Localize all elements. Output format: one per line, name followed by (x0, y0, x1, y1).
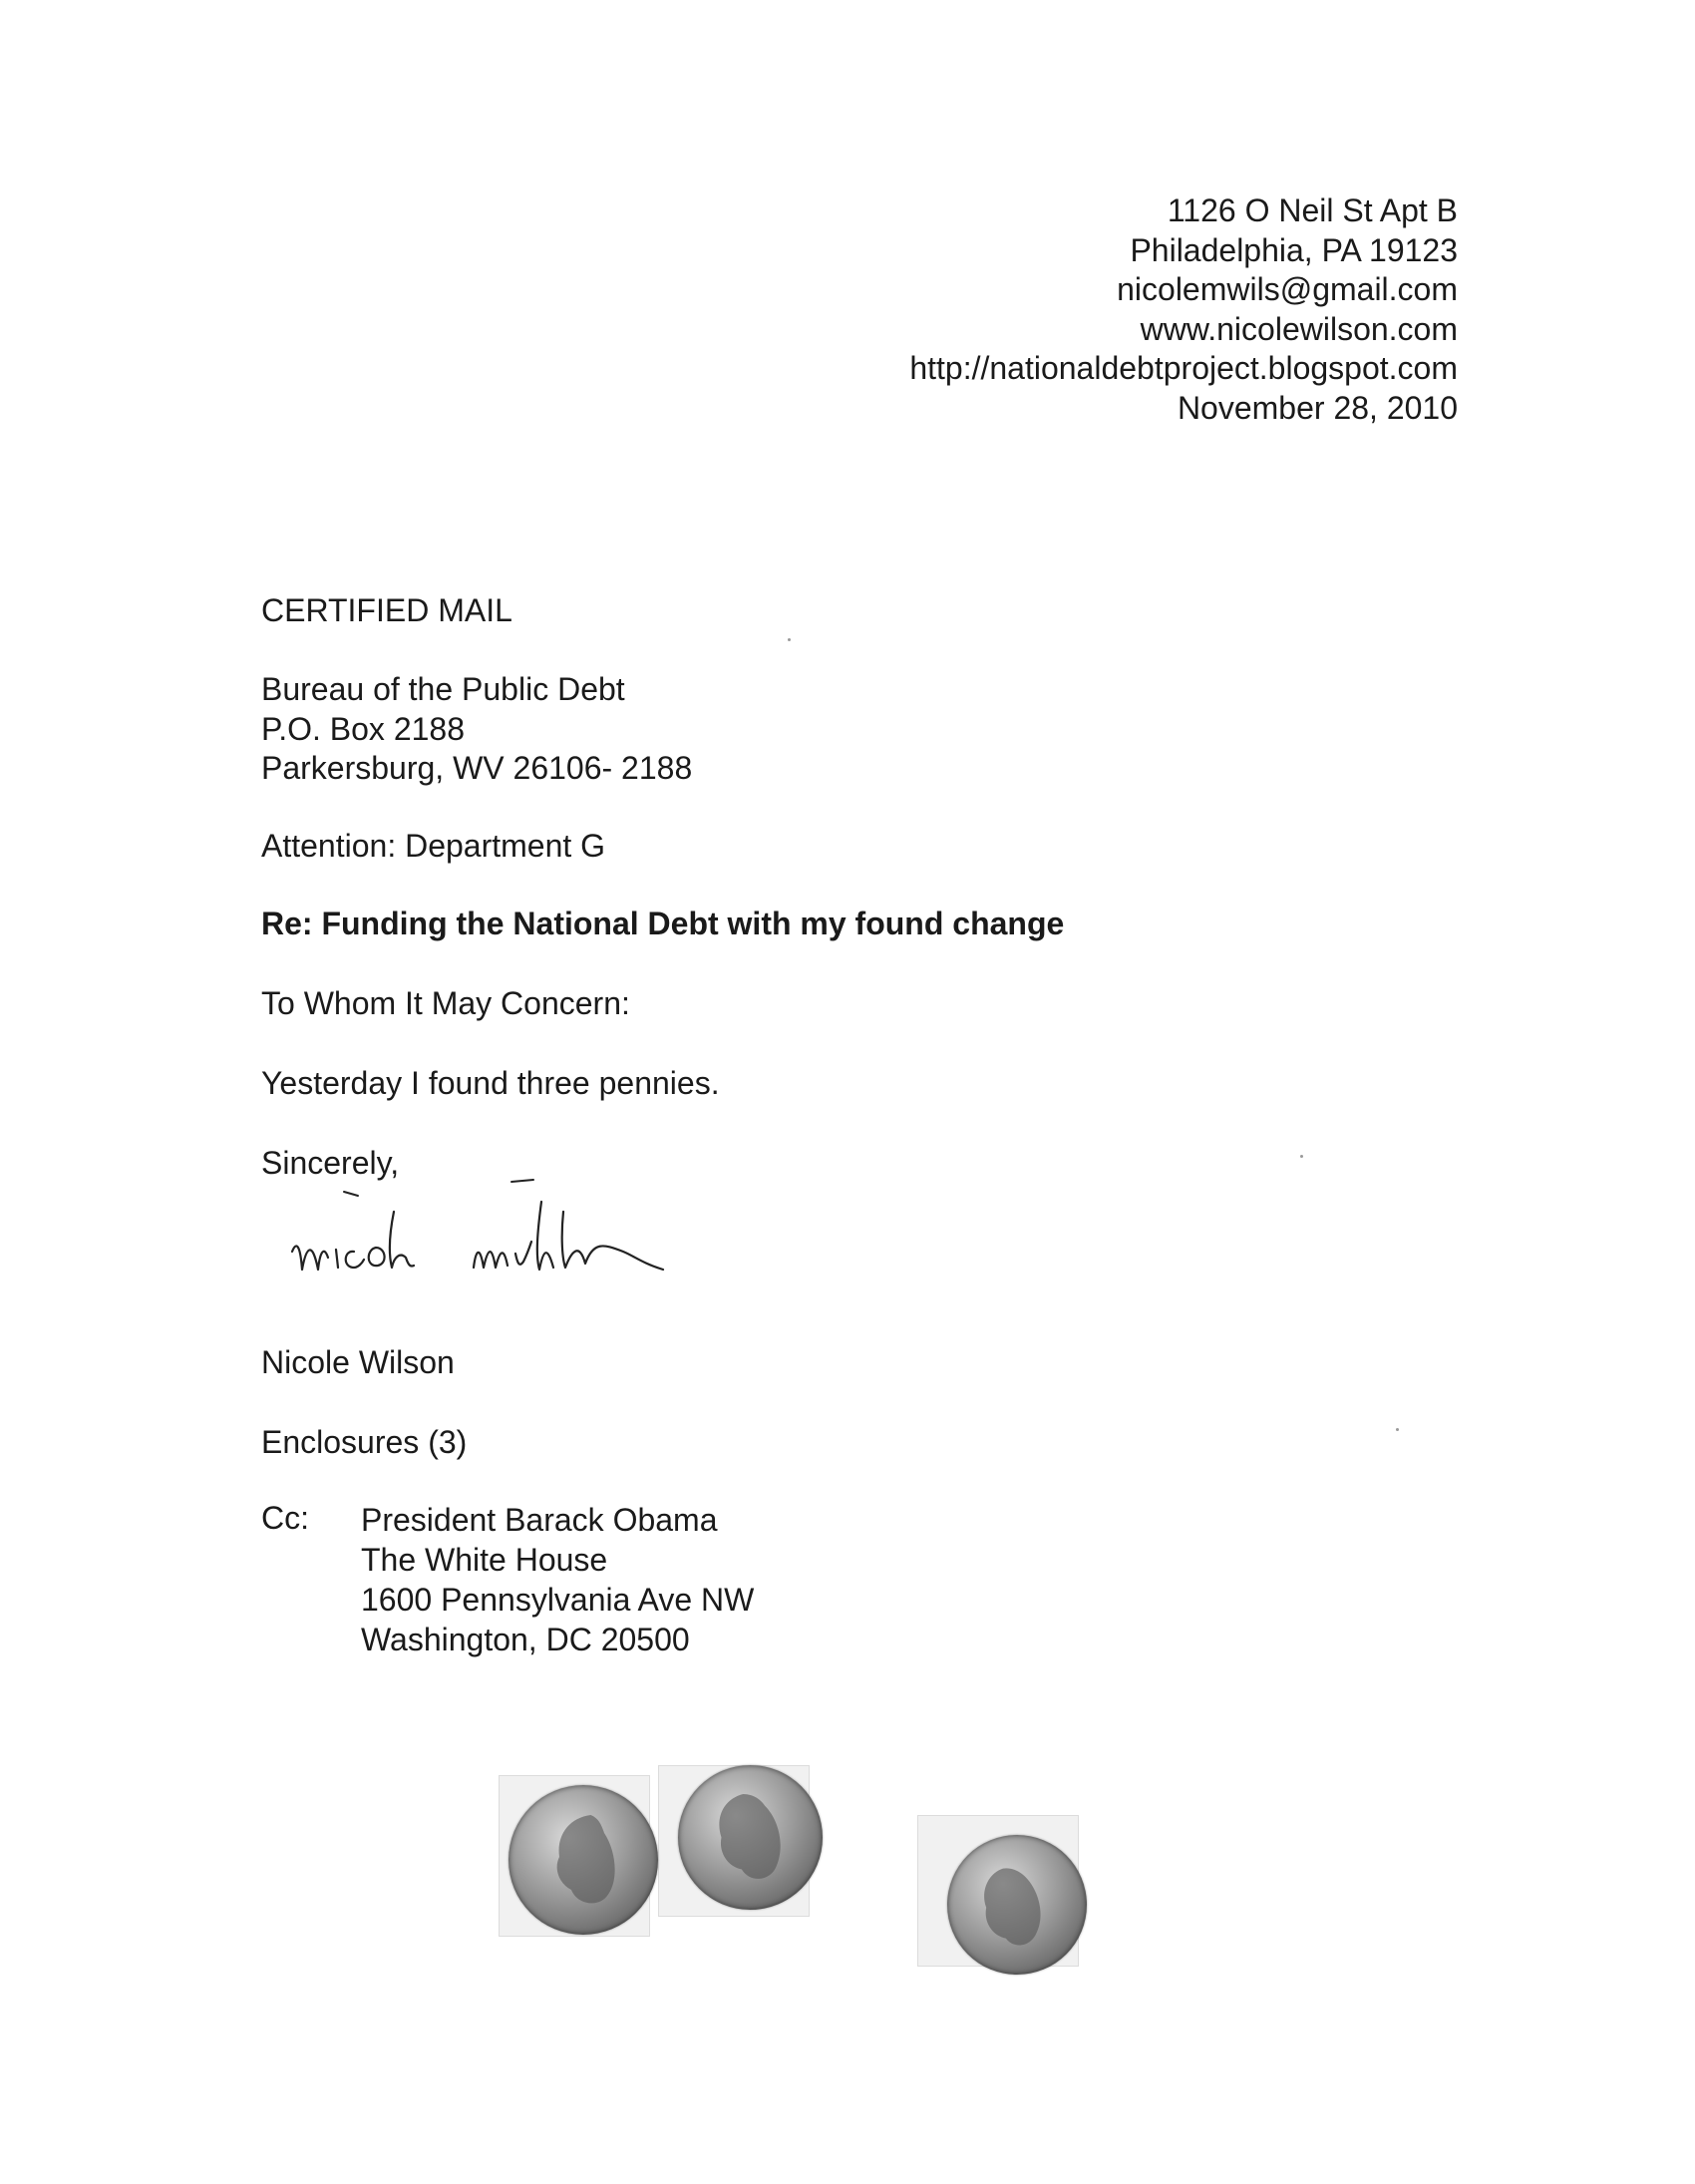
recipient-name: Bureau of the Public Debt (261, 671, 625, 707)
sender-address-block (909, 191, 1458, 428)
sender-website: www.nicolewilson.com (1140, 310, 1458, 347)
paper-speck (1396, 1428, 1399, 1431)
penny-coin (678, 1765, 823, 1910)
handwritten-signature (284, 1172, 773, 1301)
recipient-box: P.O. Box 2188 (261, 710, 465, 747)
cc-org: The White House (361, 1542, 608, 1578)
cc-label: Cc: (261, 1500, 309, 1536)
signer-name: Nicole Wilson (261, 1344, 455, 1380)
letter-date: November 28, 2010 (1177, 389, 1458, 426)
delivery-method: CERTIFIED MAIL (261, 592, 512, 628)
salutation: To Whom It May Concern: (261, 985, 630, 1021)
closing: Sincerely, (261, 1145, 400, 1181)
cc-street: 1600 Pennsylvania Ave NW (361, 1582, 755, 1618)
sender-email: nicolemwils@gmail.com (1117, 271, 1458, 307)
penny-coin (508, 1785, 658, 1935)
body-paragraph: Yesterday I found three pennies. (261, 1065, 720, 1101)
enclosures-note: Enclosures (3) (261, 1424, 468, 1460)
paper-speck (1300, 1155, 1303, 1158)
penny-coin (947, 1835, 1087, 1975)
attention-line: Attention: Department G (261, 828, 606, 864)
enclosed-pennies (489, 1735, 1147, 2064)
cc-address (361, 1500, 754, 1659)
cc-city: Washington, DC 20500 (361, 1622, 690, 1657)
recipient-address-block (261, 670, 692, 789)
cc-name: President Barack Obama (361, 1502, 718, 1538)
cc-block (261, 1500, 754, 1659)
paper-speck (788, 638, 791, 641)
sender-street: 1126 O Neil St Apt B (1167, 192, 1458, 228)
sender-city: Philadelphia, PA 19123 (1130, 231, 1458, 268)
sender-blog: http://nationaldebtproject.blogspot.com (909, 350, 1458, 386)
subject-line: Re: Funding the National Debt with my found change (261, 906, 1065, 941)
recipient-city: Parkersburg, WV 26106- 2188 (261, 750, 693, 786)
